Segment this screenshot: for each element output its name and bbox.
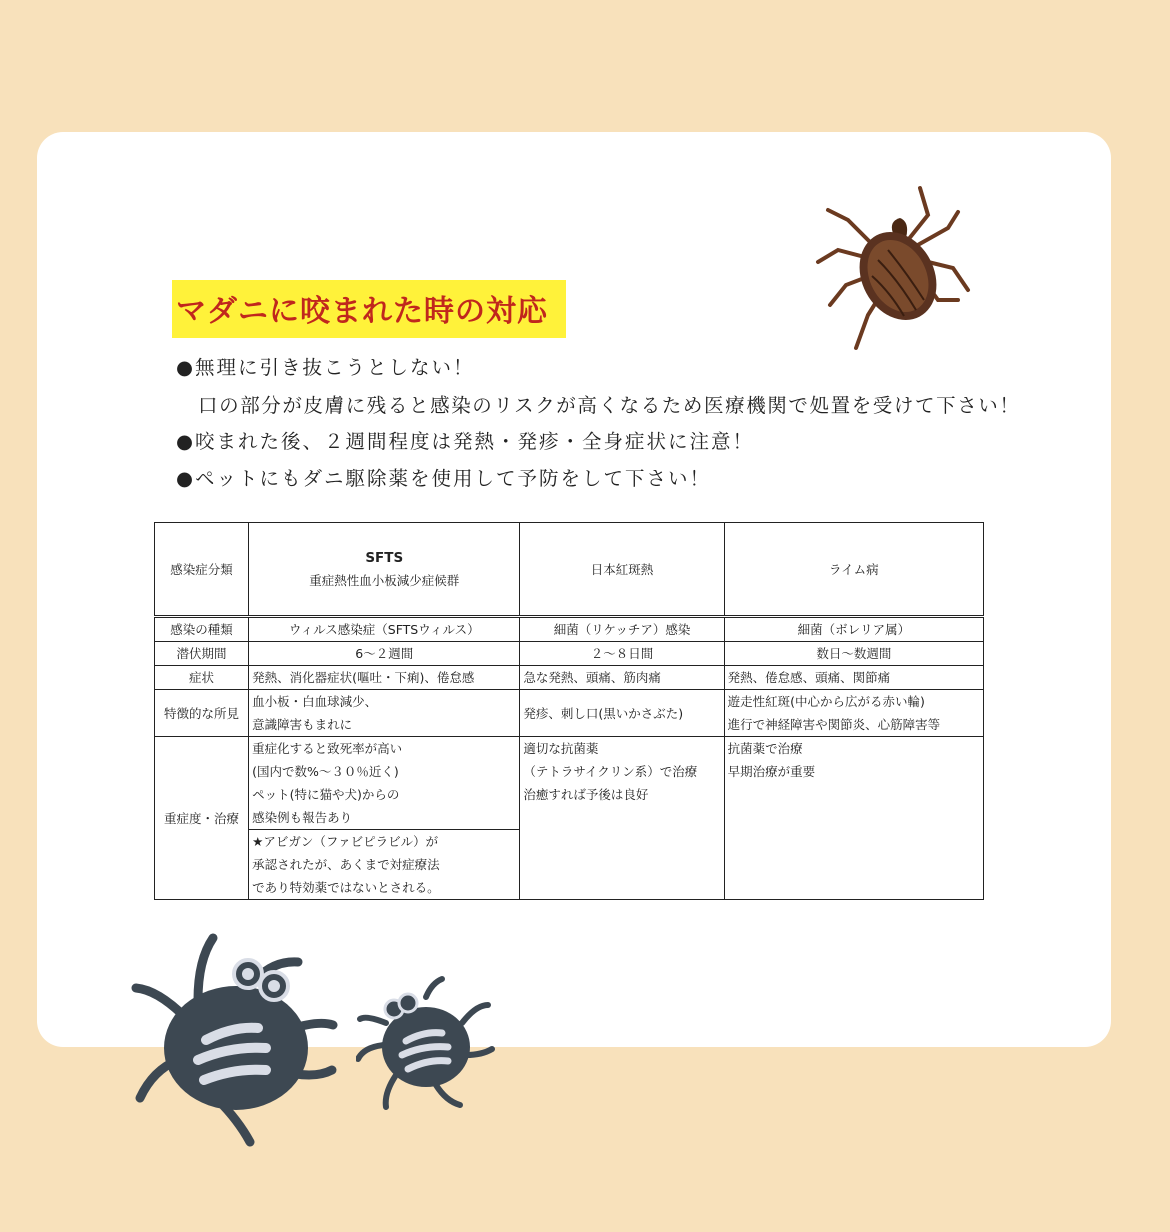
header-lyme: ライム病 — [724, 523, 983, 617]
row-label: 症状 — [155, 666, 249, 690]
table-row — [155, 690, 984, 737]
cell-lyme — [724, 690, 983, 737]
cell-lyme: 細菌（ボレリア属） — [724, 617, 983, 642]
header-label: 感染症分類 — [155, 523, 249, 617]
cell-line: 意識障害もまれに — [252, 717, 353, 732]
cell-sfts — [249, 690, 520, 737]
cell-line: ペット(特に猫や犬)からの — [252, 787, 400, 802]
page-title: マダニに咬まれた時の対応 — [176, 294, 548, 329]
cell-line: 血小板・白血球減少、 — [252, 694, 378, 709]
header-jsf: 日本紅斑熱 — [520, 523, 724, 617]
cell-line: であり特効薬ではないとされる。 — [252, 880, 440, 895]
bullet-no-pull-detail: 口の部分が皮膚に残ると感染のリスクが高くなるため医療機関で処置を受けて下さい！ — [198, 394, 1021, 417]
bullet-no-pull: ●無理に引き抜こうとしない！ — [176, 356, 475, 379]
cell-lyme: 発熱、倦怠感、頭痛、関節痛 — [724, 666, 983, 690]
cell-line: 遊走性紅斑(中心から広がる赤い輪) — [727, 694, 925, 709]
cell-line: （テトラサイクリン系）で治療 — [523, 764, 698, 779]
tick-photo-icon — [808, 180, 978, 360]
row-label: 特徴的な所見 — [155, 690, 249, 737]
cell-line: 感染例も報告あり — [252, 810, 353, 825]
row-label: 重症度・治療 — [155, 737, 249, 900]
table-row — [155, 737, 984, 830]
table-row — [155, 666, 984, 690]
cell-lyme — [724, 737, 983, 900]
cell-jsf: 細菌（リケッチア）感染 — [520, 617, 724, 642]
cell-line: (国内で数%〜３０％近く) — [252, 764, 399, 779]
bullet-watch-symptoms: ●咬まれた後、２週間程度は発熱・発疹・全身症状に注意！ — [176, 430, 755, 453]
cell-line: 治癒すれば予後は良好 — [523, 787, 649, 802]
row-label: 感染の種類 — [155, 617, 249, 642]
cell-lyme: 数日〜数週間 — [724, 642, 983, 666]
bullet-pet-prevention: ●ペットにもダニ駆除薬を使用して予防をして下さい！ — [176, 467, 712, 490]
cell-sfts-top — [249, 737, 520, 830]
mite-small-icon — [356, 975, 496, 1115]
header-sfts-name: 重症熱性血小板減少症候群 — [309, 572, 460, 588]
cell-jsf: 急な発熱、頭痛、筋肉痛 — [520, 666, 724, 690]
table-row — [155, 617, 984, 642]
mite-large-icon — [128, 930, 343, 1150]
cell-line: 承認されたが、あくまで対症療法 — [252, 857, 440, 872]
cell-sfts: 発熱、消化器症状(嘔吐・下痢)、倦怠感 — [249, 666, 520, 690]
cell-line: 進行で神経障害や関節炎、心筋障害等 — [727, 717, 941, 732]
table-row — [155, 642, 984, 666]
header-sfts — [249, 523, 520, 617]
cell-sfts-bottom — [249, 830, 520, 900]
cell-jsf: ２〜８日間 — [520, 642, 724, 666]
cell-line: ★アビガン（ファビピラビル）が — [252, 834, 439, 849]
header-sfts-abbr: SFTS — [365, 549, 404, 566]
cell-line: 早期治療が重要 — [727, 764, 816, 779]
infection-table — [154, 522, 984, 900]
cell-line: 重症化すると致死率が高い — [252, 741, 403, 756]
cell-line: 適切な抗菌薬 — [523, 741, 599, 756]
cell-jsf — [520, 737, 724, 900]
cell-line: 抗菌薬で治療 — [727, 741, 803, 756]
cell-jsf: 発疹、刺し口(黒いかさぶた) — [520, 690, 724, 737]
table-header-row — [155, 523, 984, 617]
cell-sfts: ウィルス感染症（SFTSウィルス） — [249, 617, 520, 642]
row-label: 潜伏期間 — [155, 642, 249, 666]
cell-sfts: 6〜２週間 — [249, 642, 520, 666]
